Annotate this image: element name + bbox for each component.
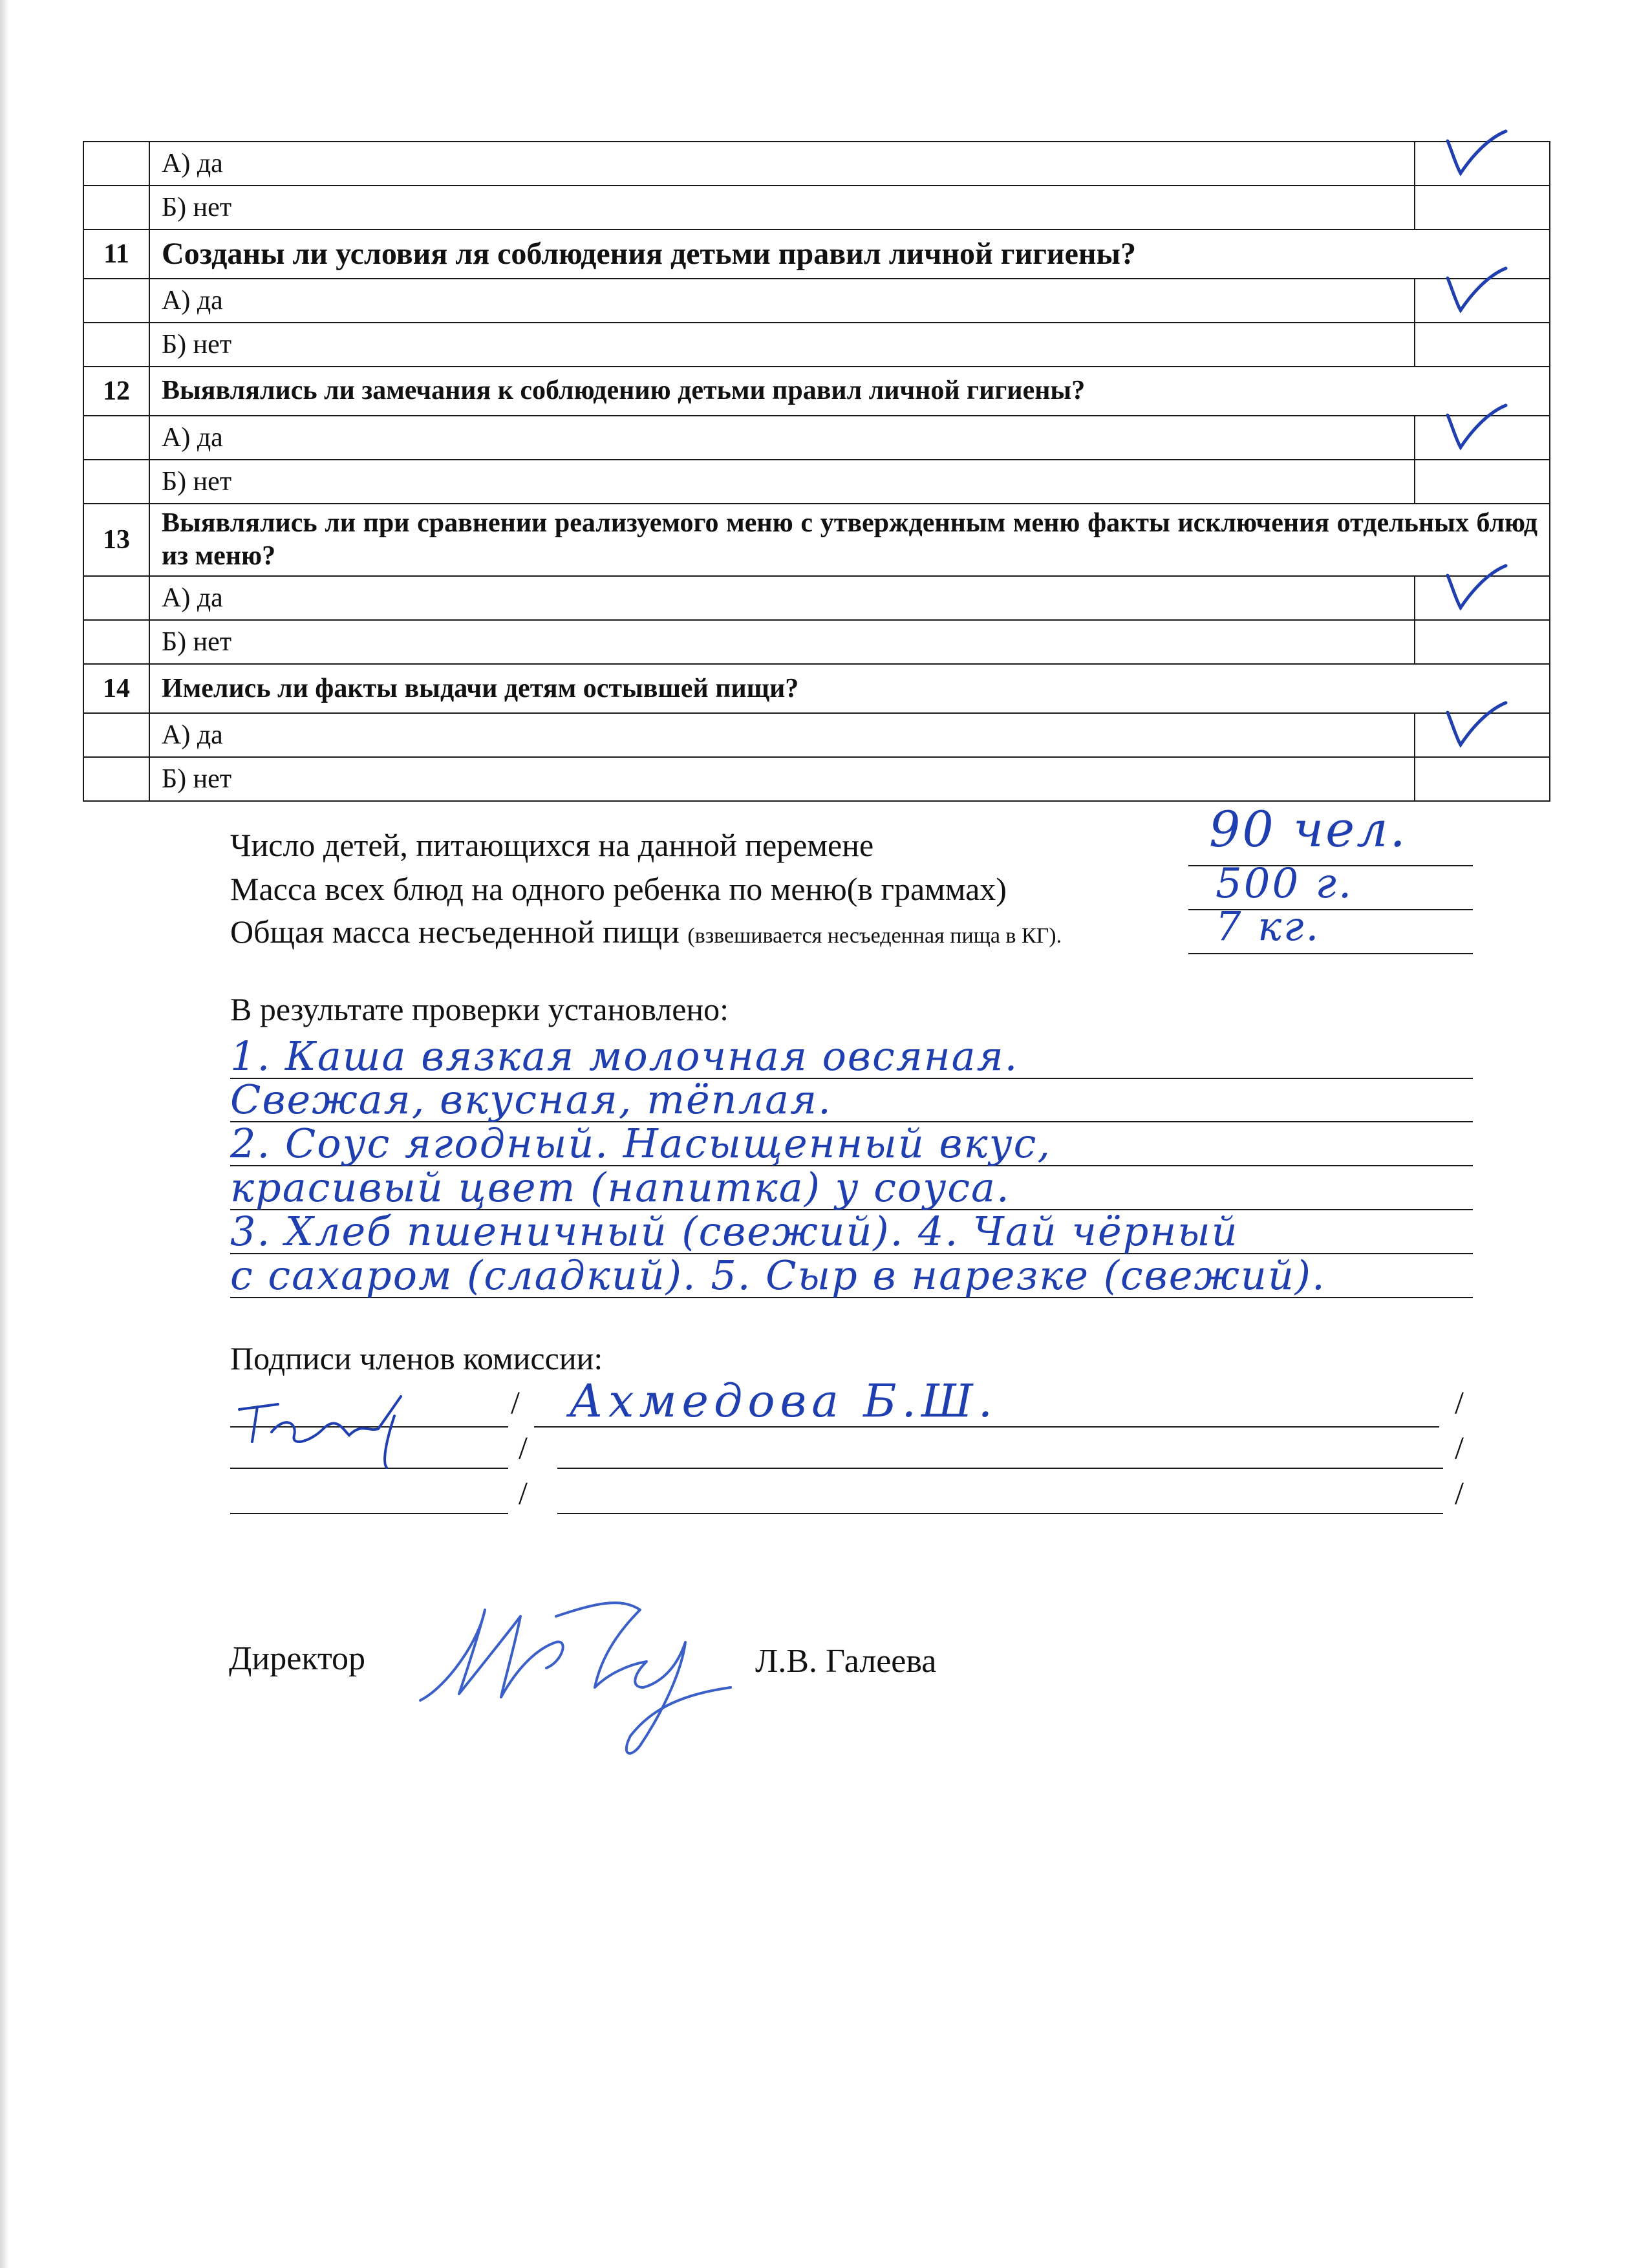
row-number: 13 bbox=[83, 504, 149, 576]
result-text: красивый цвет (напитка) у соуса. bbox=[230, 1164, 1011, 1211]
children-count-value: 90 чел. bbox=[1209, 800, 1408, 858]
question-row bbox=[83, 367, 1550, 416]
sig-slash: / bbox=[519, 1475, 528, 1511]
sig-slash: / bbox=[1455, 1475, 1464, 1511]
director-signature bbox=[407, 1590, 744, 1765]
row-number bbox=[83, 323, 149, 367]
waste-mass-value: 7 кг. bbox=[1216, 903, 1321, 950]
name-line-3 bbox=[557, 1479, 1443, 1514]
answer-mark-cell bbox=[1415, 142, 1550, 186]
row-number bbox=[83, 186, 149, 230]
answer-mark-cell bbox=[1415, 713, 1550, 757]
sig-slash: / bbox=[1455, 1429, 1464, 1466]
row-number: 11 bbox=[83, 230, 149, 279]
answer-row bbox=[83, 576, 1550, 620]
row-number bbox=[83, 279, 149, 323]
row-number bbox=[83, 713, 149, 757]
answer-row bbox=[83, 713, 1550, 757]
waste-mass-label bbox=[230, 913, 1062, 950]
answer-row bbox=[83, 279, 1550, 323]
sig-line-3 bbox=[230, 1479, 508, 1514]
answer-option: А) да bbox=[149, 142, 1415, 186]
waste-mass-label-text: Общая масса несъеденной пищи bbox=[230, 914, 680, 950]
answer-mark-cell bbox=[1415, 416, 1550, 460]
question-text: Имелись ли факты выдачи детям остывшей пищи? bbox=[149, 664, 1550, 713]
children-count-label: Число детей, питающихся на данной перемене bbox=[230, 827, 874, 863]
sig-slash: / bbox=[1455, 1384, 1464, 1420]
answer-option: Б) нет bbox=[149, 757, 1415, 801]
member-1-name: Ахмедова Б.Ш. bbox=[569, 1375, 998, 1428]
sig-slash: / bbox=[519, 1429, 528, 1466]
answer-option: Б) нет bbox=[149, 186, 1415, 230]
answer-row bbox=[83, 416, 1550, 460]
answer-mark-cell bbox=[1415, 576, 1550, 620]
director-name: Л.В. Галеева bbox=[755, 1643, 937, 1680]
row-number bbox=[83, 416, 149, 460]
answer-mark-cell bbox=[1415, 323, 1550, 367]
question-text: Выявлялись ли замечания к соблюдению детьми правил личной гигиены? bbox=[149, 367, 1550, 416]
row-number: 14 bbox=[83, 664, 149, 713]
answer-option: Б) нет bbox=[149, 323, 1415, 367]
question-row bbox=[83, 230, 1550, 279]
row-number bbox=[83, 620, 149, 664]
answer-option: А) да bbox=[149, 713, 1415, 757]
answer-mark-cell bbox=[1415, 757, 1550, 801]
answer-option: А) да bbox=[149, 416, 1415, 460]
check-mark-icon bbox=[1441, 562, 1512, 614]
row-number bbox=[83, 142, 149, 186]
answer-row bbox=[83, 186, 1550, 230]
sig-slash: / bbox=[511, 1384, 520, 1420]
answer-mark-cell bbox=[1415, 460, 1550, 504]
answer-option: Б) нет bbox=[149, 460, 1415, 504]
row-number bbox=[83, 576, 149, 620]
results-title: В результате проверки установлено: bbox=[230, 991, 729, 1027]
signatures-title: Подписи членов комиссии: bbox=[230, 1340, 603, 1376]
row-number bbox=[83, 757, 149, 801]
check-mark-icon bbox=[1441, 700, 1512, 751]
answer-row bbox=[83, 620, 1550, 664]
result-text: с сахаром (сладкий). 5. Сыр в нарезке (свежий). bbox=[230, 1252, 1326, 1299]
scan-edge bbox=[0, 0, 9, 2268]
answer-mark-cell bbox=[1415, 186, 1550, 230]
questionnaire-table bbox=[83, 141, 1550, 802]
member-1-signature bbox=[233, 1371, 440, 1474]
answer-row bbox=[83, 460, 1550, 504]
director-label: Директор bbox=[229, 1640, 365, 1677]
answer-row bbox=[83, 757, 1550, 801]
answer-row bbox=[83, 323, 1550, 367]
dish-mass-value: 500 г. bbox=[1216, 860, 1354, 908]
waste-mass-note: (взвешивается несъеденная пища в КГ). bbox=[687, 924, 1062, 948]
question-row bbox=[83, 664, 1550, 713]
answer-mark-cell bbox=[1415, 620, 1550, 664]
result-text: 2. Соус ягодный. Насыщенный вкус, bbox=[230, 1120, 1052, 1167]
answer-option: А) да bbox=[149, 576, 1415, 620]
name-line-2 bbox=[557, 1434, 1443, 1469]
result-text: 3. Хлеб пшеничный (свежий). 4. Чай чёрный bbox=[230, 1208, 1239, 1255]
check-mark-icon bbox=[1441, 128, 1512, 180]
result-text: Свежая, вкусная, тёплая. bbox=[230, 1076, 832, 1123]
check-mark-icon bbox=[1441, 402, 1512, 454]
row-number bbox=[83, 460, 149, 504]
answer-option: А) да bbox=[149, 279, 1415, 323]
row-number: 12 bbox=[83, 367, 149, 416]
answer-mark-cell bbox=[1415, 279, 1550, 323]
result-text: 1. Каша вязкая молочная овсяная. bbox=[230, 1032, 1019, 1080]
question-row bbox=[83, 504, 1550, 576]
dish-mass-label: Масса всех блюд на одного ребенка по меню(в граммах) bbox=[230, 871, 1007, 907]
question-text: Выявлялись ли при сравнении реализуемого меню с утвержденным меню факты исключения отдельных блюд из меню? bbox=[149, 504, 1550, 576]
answer-option: Б) нет bbox=[149, 620, 1415, 664]
check-mark-icon bbox=[1441, 265, 1512, 317]
answer-row bbox=[83, 142, 1550, 186]
question-text: Созданы ли условия ля соблюдения детьми правил личной гигиены? bbox=[149, 230, 1550, 279]
